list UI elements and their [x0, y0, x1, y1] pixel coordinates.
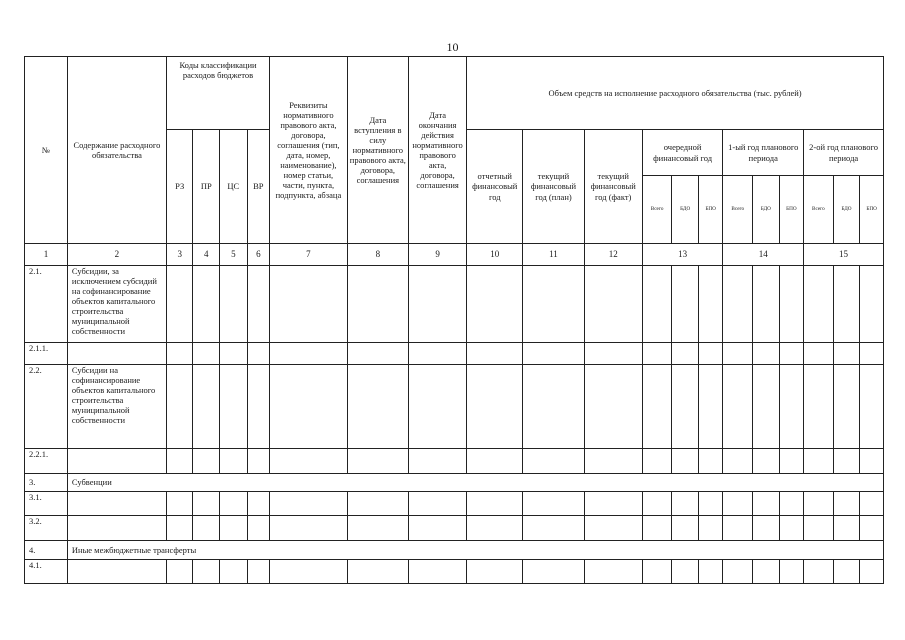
empty-cell — [804, 492, 834, 516]
empty-cell — [270, 365, 348, 449]
empty-cell — [193, 560, 220, 584]
table-row — [25, 560, 884, 584]
table-row — [25, 449, 884, 474]
empty-cell — [193, 449, 220, 474]
empty-cell — [642, 492, 672, 516]
empty-cell — [642, 560, 672, 584]
table-row — [25, 492, 884, 516]
empty-cell — [860, 560, 884, 584]
empty-cell — [467, 266, 523, 343]
header-row-1 — [25, 57, 884, 130]
empty-cell — [408, 449, 466, 474]
empty-cell — [247, 266, 270, 343]
header-date-start: Дата вступления в силу нормативного правового акта, договора, соглашения — [347, 57, 408, 244]
header-requisites: Реквизиты нормативного правового акта, договора, соглашения (тип, дата, номер, наименование), номер статьи, части, пункта, подпункта, абзаца — [270, 57, 348, 244]
row-number: 4.1. — [25, 560, 68, 584]
empty-cell — [408, 560, 466, 584]
empty-cell — [642, 516, 672, 541]
table-row — [25, 365, 884, 449]
empty-cell — [779, 449, 804, 474]
empty-cell — [779, 365, 804, 449]
row-description — [67, 449, 166, 474]
row-description — [67, 492, 166, 516]
colnum-4: 4 — [193, 244, 220, 266]
colnum-8: 8 — [347, 244, 408, 266]
header-plan2: 2-ой год планового периода — [804, 130, 884, 176]
empty-cell — [523, 560, 584, 584]
colnum-2: 2 — [67, 244, 166, 266]
header-content: Содержание расходного обязательства — [67, 57, 166, 244]
empty-cell — [804, 266, 834, 343]
empty-cell — [220, 516, 248, 541]
empty-cell — [672, 492, 699, 516]
row-description: Иные межбюджетные трансферты — [67, 541, 883, 560]
empty-cell — [523, 266, 584, 343]
row-number: 3. — [25, 474, 68, 492]
empty-cell — [347, 449, 408, 474]
empty-cell — [347, 266, 408, 343]
budget-obligations-table — [24, 56, 884, 584]
column-number-row — [25, 244, 884, 266]
empty-cell — [698, 266, 723, 343]
empty-cell — [860, 365, 884, 449]
empty-cell — [247, 516, 270, 541]
empty-cell — [166, 343, 193, 365]
empty-cell — [467, 492, 523, 516]
empty-cell — [672, 266, 699, 343]
empty-cell — [347, 365, 408, 449]
empty-cell — [270, 560, 348, 584]
empty-cell — [247, 365, 270, 449]
empty-cell — [753, 492, 780, 516]
empty-cell — [523, 365, 584, 449]
colnum-13: 13 — [642, 244, 723, 266]
header-plan1: 1-ый год планового периода — [723, 130, 804, 176]
header-reporting-year: отчетный финансовый год — [467, 130, 523, 244]
empty-cell — [523, 516, 584, 541]
empty-cell — [347, 560, 408, 584]
header-current-fact: текущий финансовый год (факт) — [584, 130, 642, 244]
empty-cell — [698, 449, 723, 474]
empty-cell — [860, 492, 884, 516]
empty-cell — [584, 343, 642, 365]
empty-cell — [698, 560, 723, 584]
empty-cell — [642, 449, 672, 474]
empty-cell — [804, 343, 834, 365]
header-date-end: Дата окончания действия нормативного правового акта, договора, соглашения — [408, 57, 466, 244]
empty-cell — [193, 266, 220, 343]
empty-cell — [584, 516, 642, 541]
row-number: 2.2.1. — [25, 449, 68, 474]
empty-cell — [270, 343, 348, 365]
empty-cell — [584, 560, 642, 584]
empty-cell — [804, 560, 834, 584]
colnum-10: 10 — [467, 244, 523, 266]
empty-cell — [723, 516, 753, 541]
empty-cell — [833, 449, 860, 474]
empty-cell — [698, 516, 723, 541]
empty-cell — [270, 449, 348, 474]
empty-cell — [753, 560, 780, 584]
empty-cell — [220, 492, 248, 516]
empty-cell — [408, 492, 466, 516]
empty-cell — [833, 516, 860, 541]
empty-cell — [467, 449, 523, 474]
header-pr: ПР — [193, 130, 220, 244]
empty-cell — [860, 266, 884, 343]
empty-cell — [270, 492, 348, 516]
empty-cell — [753, 365, 780, 449]
header-next-bdo: БДО — [672, 176, 699, 244]
colnum-7: 7 — [270, 244, 348, 266]
empty-cell — [833, 343, 860, 365]
table-row — [25, 266, 884, 343]
empty-cell — [247, 492, 270, 516]
header-cs: ЦС — [220, 130, 248, 244]
empty-cell — [584, 492, 642, 516]
empty-cell — [833, 492, 860, 516]
empty-cell — [220, 449, 248, 474]
row-number: 3.2. — [25, 516, 68, 541]
empty-cell — [779, 492, 804, 516]
empty-cell — [860, 343, 884, 365]
empty-cell — [723, 343, 753, 365]
header-current-plan: текущий финансовый год (план) — [523, 130, 584, 244]
header-next-bpo: БПО — [698, 176, 723, 244]
empty-cell — [193, 492, 220, 516]
empty-cell — [247, 343, 270, 365]
empty-cell — [193, 516, 220, 541]
colnum-3: 3 — [166, 244, 193, 266]
header-rz: РЗ — [166, 130, 193, 244]
empty-cell — [860, 516, 884, 541]
empty-cell — [166, 365, 193, 449]
empty-cell — [247, 449, 270, 474]
row-description — [67, 560, 166, 584]
empty-cell — [220, 266, 248, 343]
header-codes-group: Коды классификации расходов бюджетов — [166, 57, 269, 130]
empty-cell — [672, 343, 699, 365]
empty-cell — [166, 516, 193, 541]
table-row — [25, 516, 884, 541]
empty-cell — [833, 365, 860, 449]
empty-cell — [642, 343, 672, 365]
empty-cell — [642, 365, 672, 449]
row-number: 2.1. — [25, 266, 68, 343]
header-next-year: очередной финансовый год — [642, 130, 723, 176]
empty-cell — [698, 492, 723, 516]
empty-cell — [408, 365, 466, 449]
row-description — [67, 516, 166, 541]
header-plan2-bdo: БДО — [833, 176, 860, 244]
empty-cell — [672, 365, 699, 449]
header-plan1-total: Всего — [723, 176, 753, 244]
empty-cell — [220, 560, 248, 584]
table-row — [25, 343, 884, 365]
empty-cell — [672, 516, 699, 541]
empty-cell — [779, 266, 804, 343]
header-plan1-bpo: БПО — [779, 176, 804, 244]
row-description: Субсидии на софинансирование объектов капитального строительства муниципальной собственности — [67, 365, 166, 449]
colnum-14: 14 — [723, 244, 804, 266]
empty-cell — [833, 266, 860, 343]
empty-cell — [270, 516, 348, 541]
row-number: 3.1. — [25, 492, 68, 516]
empty-cell — [860, 449, 884, 474]
empty-cell — [523, 343, 584, 365]
empty-cell — [408, 266, 466, 343]
header-plan2-bpo: БПО — [860, 176, 884, 244]
empty-cell — [804, 516, 834, 541]
colnum-12: 12 — [584, 244, 642, 266]
colnum-1: 1 — [25, 244, 68, 266]
empty-cell — [642, 266, 672, 343]
empty-cell — [247, 560, 270, 584]
colnum-9: 9 — [408, 244, 466, 266]
header-plan2-total: Всего — [804, 176, 834, 244]
empty-cell — [408, 516, 466, 541]
header-plan1-bdo: БДО — [753, 176, 780, 244]
section-row — [25, 541, 884, 560]
empty-cell — [804, 365, 834, 449]
empty-cell — [193, 343, 220, 365]
empty-cell — [723, 365, 753, 449]
empty-cell — [753, 266, 780, 343]
header-num: № — [25, 57, 68, 244]
empty-cell — [523, 492, 584, 516]
empty-cell — [166, 266, 193, 343]
empty-cell — [166, 449, 193, 474]
empty-cell — [467, 560, 523, 584]
header-volume-group: Объем средств на исполнение расходного обязательства (тыс. рублей) — [467, 57, 884, 130]
empty-cell — [166, 492, 193, 516]
empty-cell — [779, 560, 804, 584]
row-number: 2.1.1. — [25, 343, 68, 365]
empty-cell — [753, 343, 780, 365]
empty-cell — [584, 449, 642, 474]
empty-cell — [220, 343, 248, 365]
empty-cell — [347, 516, 408, 541]
empty-cell — [723, 492, 753, 516]
empty-cell — [672, 449, 699, 474]
empty-cell — [467, 516, 523, 541]
colnum-11: 11 — [523, 244, 584, 266]
row-number: 2.2. — [25, 365, 68, 449]
empty-cell — [723, 266, 753, 343]
empty-cell — [753, 449, 780, 474]
empty-cell — [723, 449, 753, 474]
empty-cell — [467, 343, 523, 365]
empty-cell — [833, 560, 860, 584]
header-vr: ВР — [247, 130, 270, 244]
empty-cell — [584, 266, 642, 343]
row-description — [67, 343, 166, 365]
row-number: 4. — [25, 541, 68, 560]
empty-cell — [698, 365, 723, 449]
colnum-5: 5 — [220, 244, 248, 266]
header-next-total: Всего — [642, 176, 672, 244]
empty-cell — [408, 343, 466, 365]
empty-cell — [193, 365, 220, 449]
row-description: Субвенции — [67, 474, 883, 492]
empty-cell — [523, 449, 584, 474]
empty-cell — [347, 343, 408, 365]
empty-cell — [804, 449, 834, 474]
empty-cell — [753, 516, 780, 541]
empty-cell — [467, 365, 523, 449]
colnum-6: 6 — [247, 244, 270, 266]
section-row — [25, 474, 884, 492]
empty-cell — [220, 365, 248, 449]
empty-cell — [698, 343, 723, 365]
row-description: Субсидии, за исключением субсидий на софинансирование объектов капитального строительства муниципальной собственности — [67, 266, 166, 343]
empty-cell — [672, 560, 699, 584]
page-number: 10 — [446, 40, 459, 54]
colnum-15: 15 — [804, 244, 884, 266]
empty-cell — [779, 343, 804, 365]
empty-cell — [166, 560, 193, 584]
empty-cell — [584, 365, 642, 449]
empty-cell — [723, 560, 753, 584]
empty-cell — [270, 266, 348, 343]
empty-cell — [779, 516, 804, 541]
empty-cell — [347, 492, 408, 516]
